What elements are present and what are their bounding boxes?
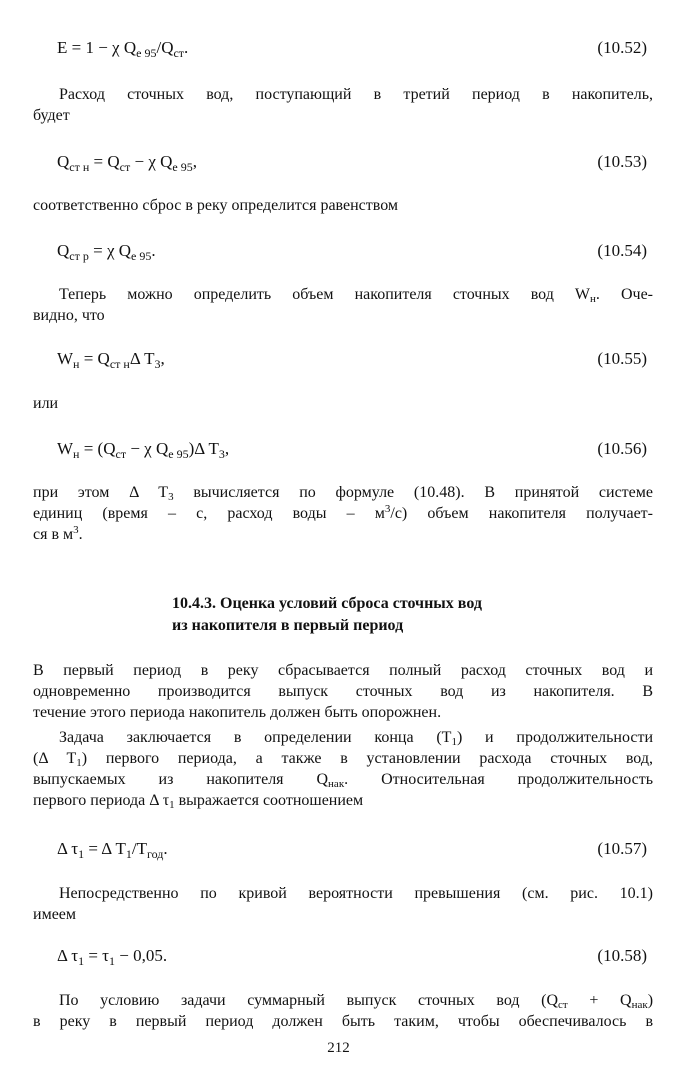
equation-formula: Δ $\tau_1 = \Delta$ $T_1/T_{год}$. bbox=[57, 839, 168, 861]
equation-10-52 bbox=[57, 34, 647, 62]
equation-number: (10.53) bbox=[597, 152, 647, 171]
conjunction-or: или bbox=[33, 395, 59, 412]
paragraph-flow: Расход сточных вод, поступающий в третий период в накопитель, будет bbox=[33, 86, 653, 124]
equation-10-55 bbox=[57, 345, 647, 373]
equation-10-53 bbox=[57, 148, 647, 176]
equation-10-56 bbox=[57, 435, 647, 463]
equation-number: (10.56) bbox=[597, 439, 647, 458]
paragraph-volume: Теперь можно определить объем накопителя сточных вод $W_н$. Оче- видно, что bbox=[33, 286, 653, 324]
equation-number: (10.58) bbox=[597, 946, 647, 965]
paragraph-first-period: В первый период в реку сбрасывается полный расход сточных вод и одновременно производится выпуск сточных вод из накопителя. В течение этого периода накопитель должен быть опорожнен. bbox=[33, 662, 653, 721]
equation-formula: $Q_{ст н} = Q_{ст} - \chi$ $Q_{е 95}$, bbox=[57, 152, 197, 174]
equation-number: (10.52) bbox=[597, 38, 647, 57]
paragraph-condition: По условию задачи суммарный выпуск сточных вод $(Q_{ст} + Q_{нак})$ в реку в первый период должен быть таким, чтобы обеспечивалось в bbox=[33, 992, 654, 1030]
page-number: 212 bbox=[327, 1040, 350, 1056]
equation-10-58 bbox=[57, 942, 647, 970]
paragraph-task: Задача заключается в определении конца $(T_1)$ и продолжительности (Δ $T_1$) первого периода, а также в установлении расхода сточных вод, выпускаемых из накопителя $Q_{нак}$. Относительная продолжительность первого периода Δ $\tau_1$ выражается соотношением bbox=[33, 729, 654, 811]
equation-number: (10.54) bbox=[597, 241, 647, 260]
equation-formula: Δ $\tau_1 = \tau_1 - 0,05$. bbox=[57, 946, 168, 968]
paragraph-curve: Непосредственно по кривой вероятности превышения (см. рис. 10.1) имеем bbox=[33, 885, 653, 923]
paragraph-discharge: соответственно сброс в реку определится равенством bbox=[33, 197, 399, 214]
equation-formula: $W_н = Q_{ст н}\Delta$ $T_3$, bbox=[57, 349, 165, 371]
equation-formula: $Q_{ст р} = \chi$ $Q_{е 95}$. bbox=[57, 241, 156, 263]
equation-formula: $W_н = (Q_{ст} - \chi$ $Q_{е 95})\Delta$ $T_3$, bbox=[57, 439, 230, 461]
equation-10-57 bbox=[57, 835, 647, 863]
paragraph-units: при этом Δ $T_3$ вычисляется по формуле (10.48). В принятой системе единиц (время – с, расход воды – $м^3/с$) объем накопителя получает- ся в $м^3$. bbox=[33, 484, 653, 543]
equation-formula: E = 1 − χ $Q_{e 95}/Q_{ст}$. bbox=[57, 38, 189, 60]
equation-number: (10.55) bbox=[597, 349, 647, 368]
equation-number: (10.57) bbox=[597, 839, 647, 858]
equation-10-54 bbox=[57, 237, 647, 265]
section-heading: 10.4.3. Оценка условий сброса сточных вод из накопителя в первый период bbox=[172, 595, 482, 634]
